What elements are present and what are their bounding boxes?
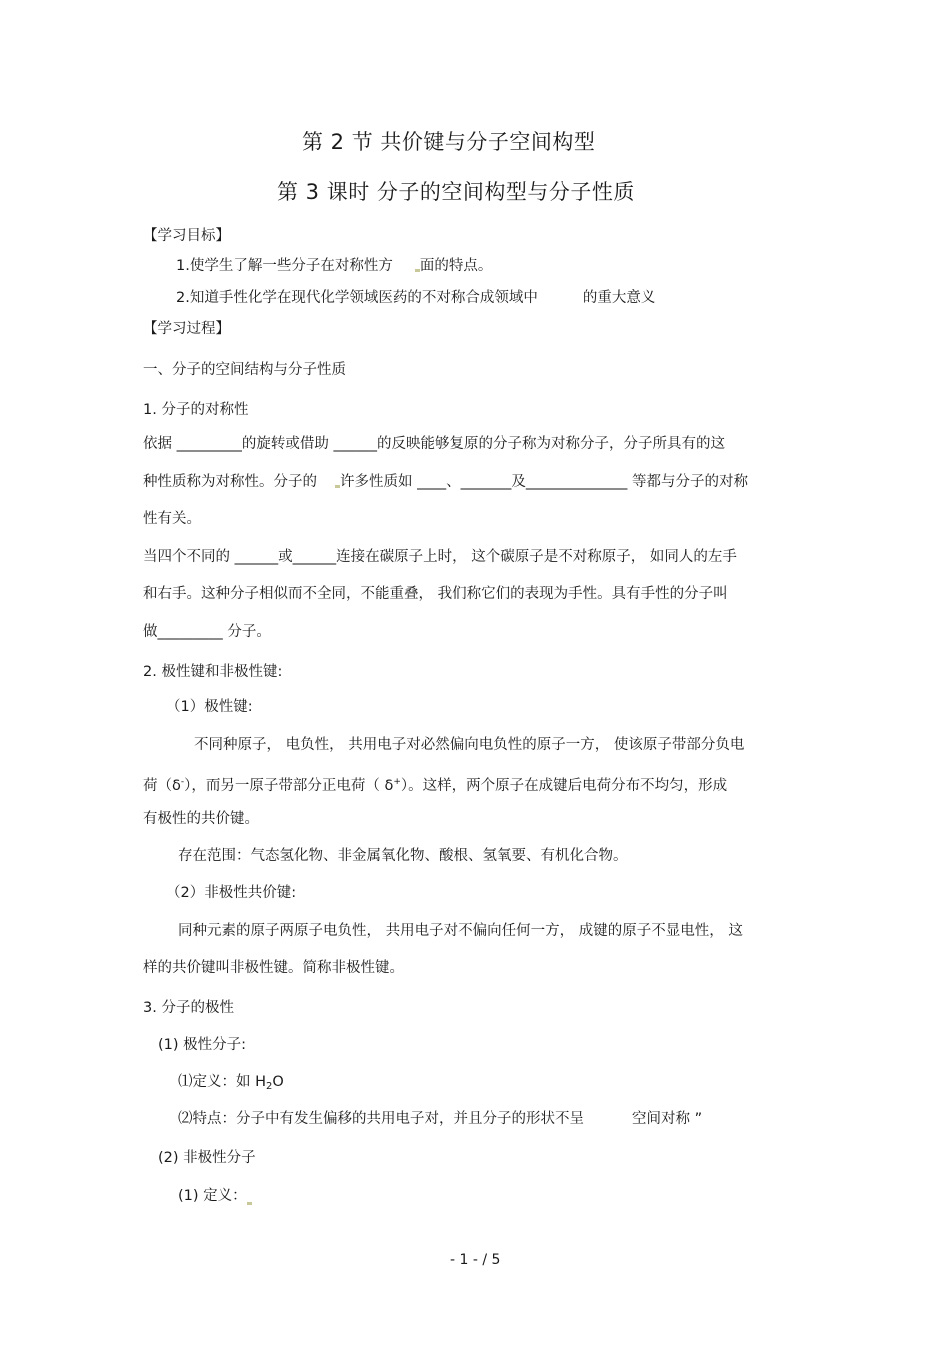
subscript-2: 2: [266, 1081, 273, 1092]
goal-1-text-b: 面的特点。: [419, 258, 493, 274]
nonpolar-molecule-definition: [178, 1186, 252, 1206]
goals-header: 【学习目标】: [143, 228, 230, 244]
nonpolar-bond-line-2: 样的共价键叫非极性键。简称非极性键。: [143, 960, 404, 976]
goal-item-2: [176, 288, 655, 308]
symmetry-paragraph-1-line-3: 性有关。: [143, 511, 201, 527]
nonpolar-bond-heading: （2）非极性共价键:: [166, 885, 297, 901]
section-1-heading: 一、分子的空间结构与分子性质: [143, 362, 346, 378]
feature-text-b: 空间对称 ”: [632, 1111, 703, 1127]
goal-1-text-a: 1.使学生了解一些分子在对称性方: [176, 258, 393, 274]
symmetry-paragraph-1-line-2: [143, 472, 748, 492]
goal-item-1: [176, 256, 492, 276]
highlight-mark: [247, 1202, 252, 1205]
symmetry-heading: 1. 分子的对称性: [143, 402, 249, 418]
chirality-line-2: 和右手。这种分子相似而不全同，不能重叠， 我们称它们的表现为手性。具有手性的分子叫: [143, 586, 728, 602]
lesson-title: 第 3 课时 分子的空间构型与分子性质: [277, 180, 635, 204]
nonpolar-molecule-heading: (2) 非极性分子: [158, 1150, 256, 1166]
polar-text-a: 荷（δ: [143, 778, 181, 794]
page-number: - 1 - / 5: [450, 1252, 501, 1268]
polar-bond-line-1: 不同种原子， 电负性， 共用电子对必然偏向电负性的原子一方， 使该原子带部分负电: [194, 737, 745, 753]
definition-text: ⑴定义：如 H: [178, 1074, 267, 1090]
polar-bond-line-2: [143, 772, 727, 796]
symmetry-text-a: 种性质称为对称性。分子的: [143, 474, 317, 490]
chirality-line-1: 当四个不同的 ______或______连接在碳原子上时， 这个碳原子是不对称原子， 如同人的左手: [143, 549, 737, 565]
nonpolar-definition-text: (1) 定义：: [178, 1188, 247, 1204]
polar-bond-line-3: 有极性的共价键。: [143, 811, 259, 827]
molecular-polarity-heading: 3. 分子的极性: [143, 1000, 234, 1016]
definition-text-o: O: [272, 1074, 284, 1090]
delta-minus-sup: -: [180, 777, 185, 787]
nonpolar-bond-line-1: 同种元素的原子两原子电负性， 共用电子对不偏向任何一方， 成键的原子不显电性， 这: [178, 923, 743, 939]
symmetry-paragraph-1-line-1: 依据 _________的旋转或借助 ______的反映能够复原的分子称为对称分子，分子所具有的这: [143, 436, 725, 452]
symmetry-text-b: 许多性质如 ____、_______及______________ 等都与分子的对称: [340, 474, 748, 490]
polar-bond-scope: 存在范围：气态氢化物、非金属氧化物、酸根、氢氧要、有机化合物。: [178, 848, 628, 864]
goal-2-text-a: 2.知道手性化学在现代化学领域医药的不对称合成领域中: [176, 290, 538, 306]
polar-text-c: ）。这样，两个原子在成键后电荷分布不均匀，形成: [400, 778, 728, 794]
polar-bond-heading: （1）极性键:: [166, 699, 253, 715]
bonds-heading: 2. 极性键和非极性键:: [143, 664, 283, 680]
polar-molecule-feature: [178, 1109, 702, 1129]
polar-molecule-heading: (1) 极性分子:: [158, 1037, 247, 1053]
process-header: 【学习过程】: [143, 321, 230, 337]
section-title: 第 2 节 共价键与分子空间构型: [302, 130, 596, 154]
polar-molecule-definition: [178, 1072, 284, 1097]
chirality-line-3: 做_________ 分子。: [143, 624, 271, 640]
feature-text-a: ⑵特点：分子中有发生偏移的共用电子对，并且分子的形状不呈: [178, 1111, 584, 1127]
delta-plus-sup: +: [393, 777, 401, 787]
polar-text-b: ），而另一原子带部分正电荷（ δ: [184, 778, 394, 794]
goal-2-text-b: 的重大意义: [582, 290, 656, 306]
